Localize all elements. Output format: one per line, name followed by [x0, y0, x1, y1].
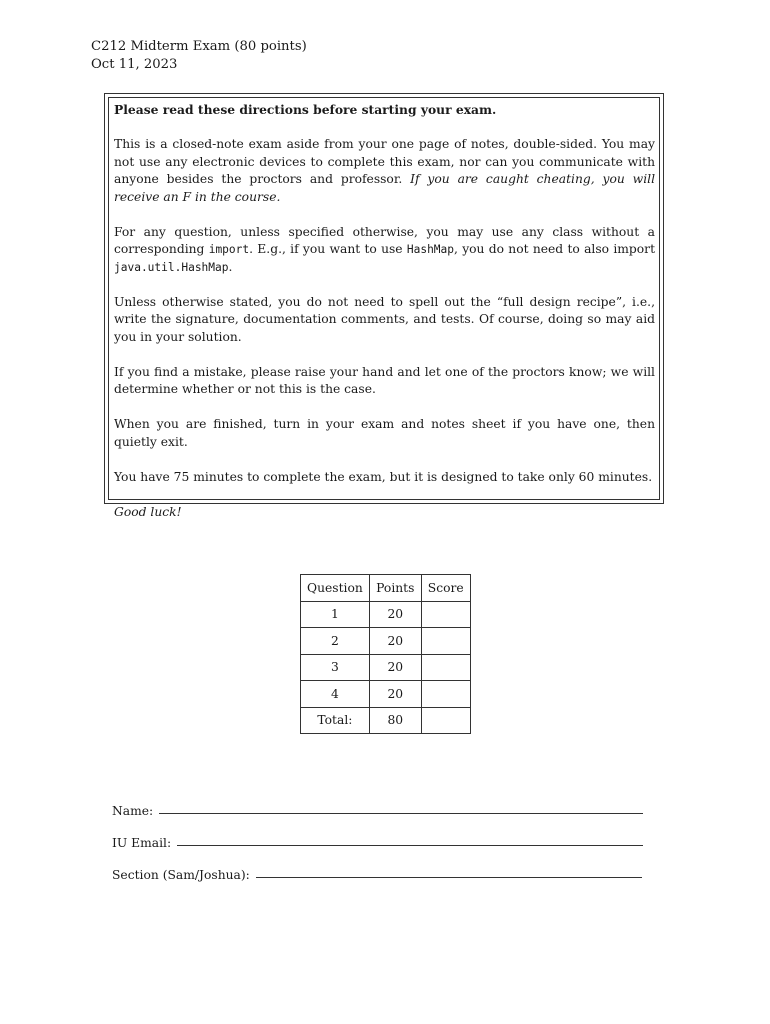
points-cell: 20 [369, 681, 421, 708]
score-table [300, 574, 471, 734]
score-cell [421, 681, 470, 708]
email-field [112, 836, 643, 850]
p2-text-d: . [228, 259, 233, 274]
question-cell: 2 [301, 628, 370, 655]
section-label: Section (Sam/Joshua): [112, 868, 250, 882]
directions-paragraph-5: When you are finished, turn in your exam and notes sheet if you have one, then quietly exit. [114, 417, 655, 449]
directions-paragraph-2 [114, 224, 655, 277]
table-row [301, 628, 471, 655]
p2-text-b: . E.g., if you want to use [249, 242, 407, 256]
header-points: Points [369, 575, 421, 602]
p1-text: This is a closed-note exam aside from your one page of notes, double-sided. You may not use any electronic devices to complete this exam, nor can you communicate with anyone besides the proctors and professor. [114, 137, 655, 186]
table-row [301, 654, 471, 681]
directions-paragraph-4: If you find a mistake, please raise your hand and let one of the proctors know; we will determine whether or not this is the case. [114, 364, 655, 396]
directions-paragraph-3: Unless otherwise stated, you do not need to spell out the “full design recipe”, i.e., write the signature, documentation comments, and tests. Of course, doing so may aid you in your solution. [114, 294, 655, 344]
p1-warning: If you are caught cheating, you will receive an F in the course. [114, 172, 655, 204]
directions-box [104, 93, 664, 519]
email-line[interactable] [177, 844, 643, 846]
name-label: Name: [112, 804, 154, 818]
score-table-header [301, 575, 471, 602]
total-label-cell: Total: [301, 707, 370, 734]
p2-code-import: import [208, 243, 250, 256]
email-label: IU Email: [112, 836, 172, 850]
p2-text-c: , you do not need to also import [454, 242, 656, 256]
score-cell [421, 628, 470, 655]
table-row [301, 681, 471, 708]
good-luck: Good luck! [114, 504, 182, 519]
p2-code-hashmap: HashMap [406, 243, 455, 256]
header-question: Question [301, 575, 370, 602]
p2-text-a: For any question, unless specified otherwise, you may use any class without a corresponding [114, 224, 655, 256]
directions-inner [108, 97, 660, 519]
total-points-cell: 80 [369, 707, 421, 734]
table-row [301, 601, 471, 628]
points-cell: 20 [369, 628, 421, 655]
points-cell: 20 [369, 601, 421, 628]
directions-paragraph-6: You have 75 minutes to complete the exam, but it is designed to take only 60 minutes. [114, 469, 653, 484]
question-cell: 3 [301, 654, 370, 681]
question-cell: 1 [301, 601, 370, 628]
course-title: C212 Midterm Exam (80 points) [91, 39, 307, 54]
section-line[interactable] [256, 876, 642, 878]
exam-date: Oct 11, 2023 [91, 57, 178, 72]
directions-paragraph-1 [114, 136, 655, 206]
p2-code-java-util-hashmap: java.util.HashMap [114, 260, 229, 274]
table-row-total [301, 707, 471, 734]
exam-header [91, 38, 307, 74]
section-field [112, 868, 642, 882]
score-cell [421, 601, 470, 628]
total-score-cell [421, 707, 470, 734]
directions-paragraph-7 [114, 504, 655, 522]
directions-title: Please read these directions before starting your exam. [114, 102, 497, 117]
name-field [112, 804, 643, 818]
question-cell: 4 [301, 681, 370, 708]
points-cell: 20 [369, 654, 421, 681]
score-cell [421, 654, 470, 681]
name-line[interactable] [159, 812, 643, 814]
header-score: Score [421, 575, 470, 602]
